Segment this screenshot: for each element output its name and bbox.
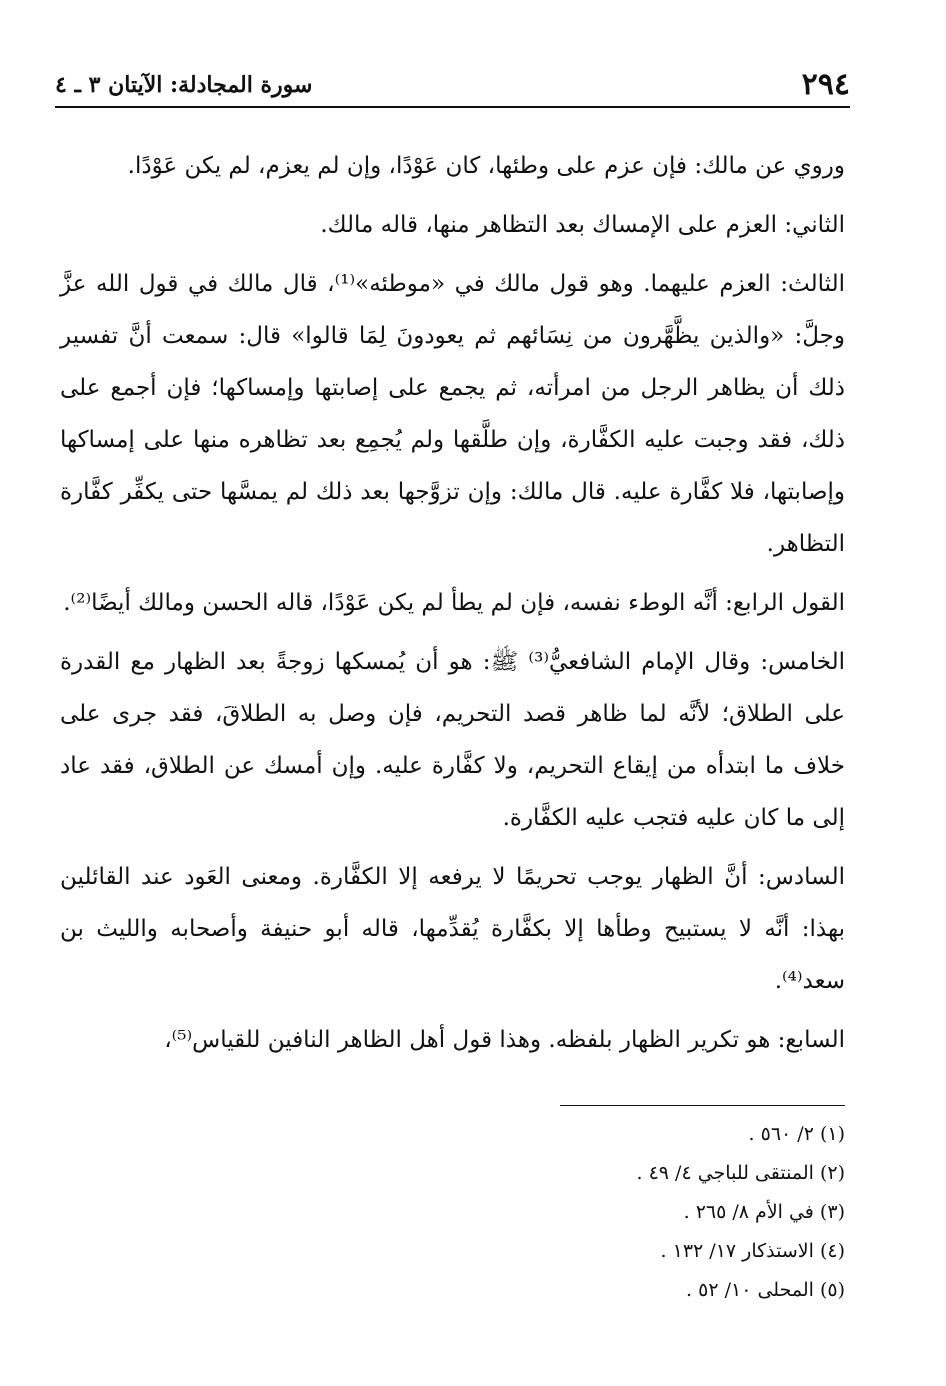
footnote: (٢) المنتقى للباجي ٤/ ٤٩ .: [636, 1162, 845, 1184]
footnote-separator: [560, 1105, 845, 1106]
main-text: [60, 140, 845, 1066]
page-number: ٢٩٤: [801, 67, 850, 102]
footnote: (٥) المحلى ١٠/ ٥٢ .: [686, 1279, 845, 1301]
footnotes: [300, 1115, 845, 1310]
footnote: (٤) الاستذكار ١٧/ ١٣٢ .: [660, 1240, 845, 1262]
paragraph: الثالث: العزم عليهما. وهو قول مالك في «موطئه»⁽¹⁾، قال مالك في قول الله عزَّ وجلَّ: «والذين يظَّهَّرون من نِسَائهم ثم يعودونَ لِمَا قالوا» قال: سمعت أنَّ تفسير ذلك أن يظاهر الرجل من امرأته، ثم يجمع على إصابتها وإمساكها؛ فإن أجمع على ذلك، فقد وجبت عليه الكفَّارة، وإن طلَّقها ولم يُجمِع بعد تظاهره منها على إمساكها وإصابتها، فلا كفَّارة عليه. قال مالك: وإن تزوَّجها بعد ذلك لم يمسَّها حتى يكفِّر كفَّارة التظاهر.: [60, 271, 845, 557]
paragraph: السابع: هو تكرير الظهار بلفظه. وهذا قول أهل الظاهر النافين للقياس⁽⁵⁾،: [164, 1027, 845, 1053]
running-title: سورة المجادلة: الآيتان ٣ ـ ٤: [55, 72, 313, 98]
paragraph: السادس: أنَّ الظهار يوجب تحريمًا لا يرفعه إلا الكفَّارة. ومعنى العَود عند القائلين بهذا: أنَّه لا يستبيح وطأها إلا بكفَّارة يُقدِّمها، قاله أبو حنيفة وأصحابه والليث بن سعد⁽⁴⁾.: [60, 864, 845, 994]
page-header: [55, 66, 850, 104]
header-rule: [55, 106, 850, 108]
paragraph: وروي عن مالك: فإن عزم على وطئها، كان عَوْدًا، وإن لم يعزم، لم يكن عَوْدًا.: [127, 153, 845, 179]
paragraph: الخامس: وقال الإمام الشافعيُّ⁽³⁾ ﷺ: هو أن يُمسكها زوجةً بعد الظهار مع القدرة على الطلاق؛ لأنَّه لما ظاهر قصد التحريم، فإن وصل به الطلاقَ، فقد جرى على خلاف ما ابتدأه من إيقاع التحريم، ولا كفَّارة عليه. وإن أمسك عن الطلاق، فقد عاد إلى ما كان عليه فتجب عليه الكفَّارة.: [60, 649, 845, 831]
paragraph: القول الرابع: أنَّه الوطء نفسه، فإن لم يطأ لم يكن عَوْدًا، قاله الحسن ومالك أيضًا⁽²⁾.: [63, 590, 845, 616]
footnote: (١) ٢/ ٥٦٠ .: [748, 1123, 845, 1145]
paragraph: الثاني: العزم على الإمساك بعد التظاهر منها، قاله مالك.: [320, 212, 845, 238]
footnote: (٣) في الأم ٨/ ٢٦٥ .: [683, 1201, 845, 1223]
